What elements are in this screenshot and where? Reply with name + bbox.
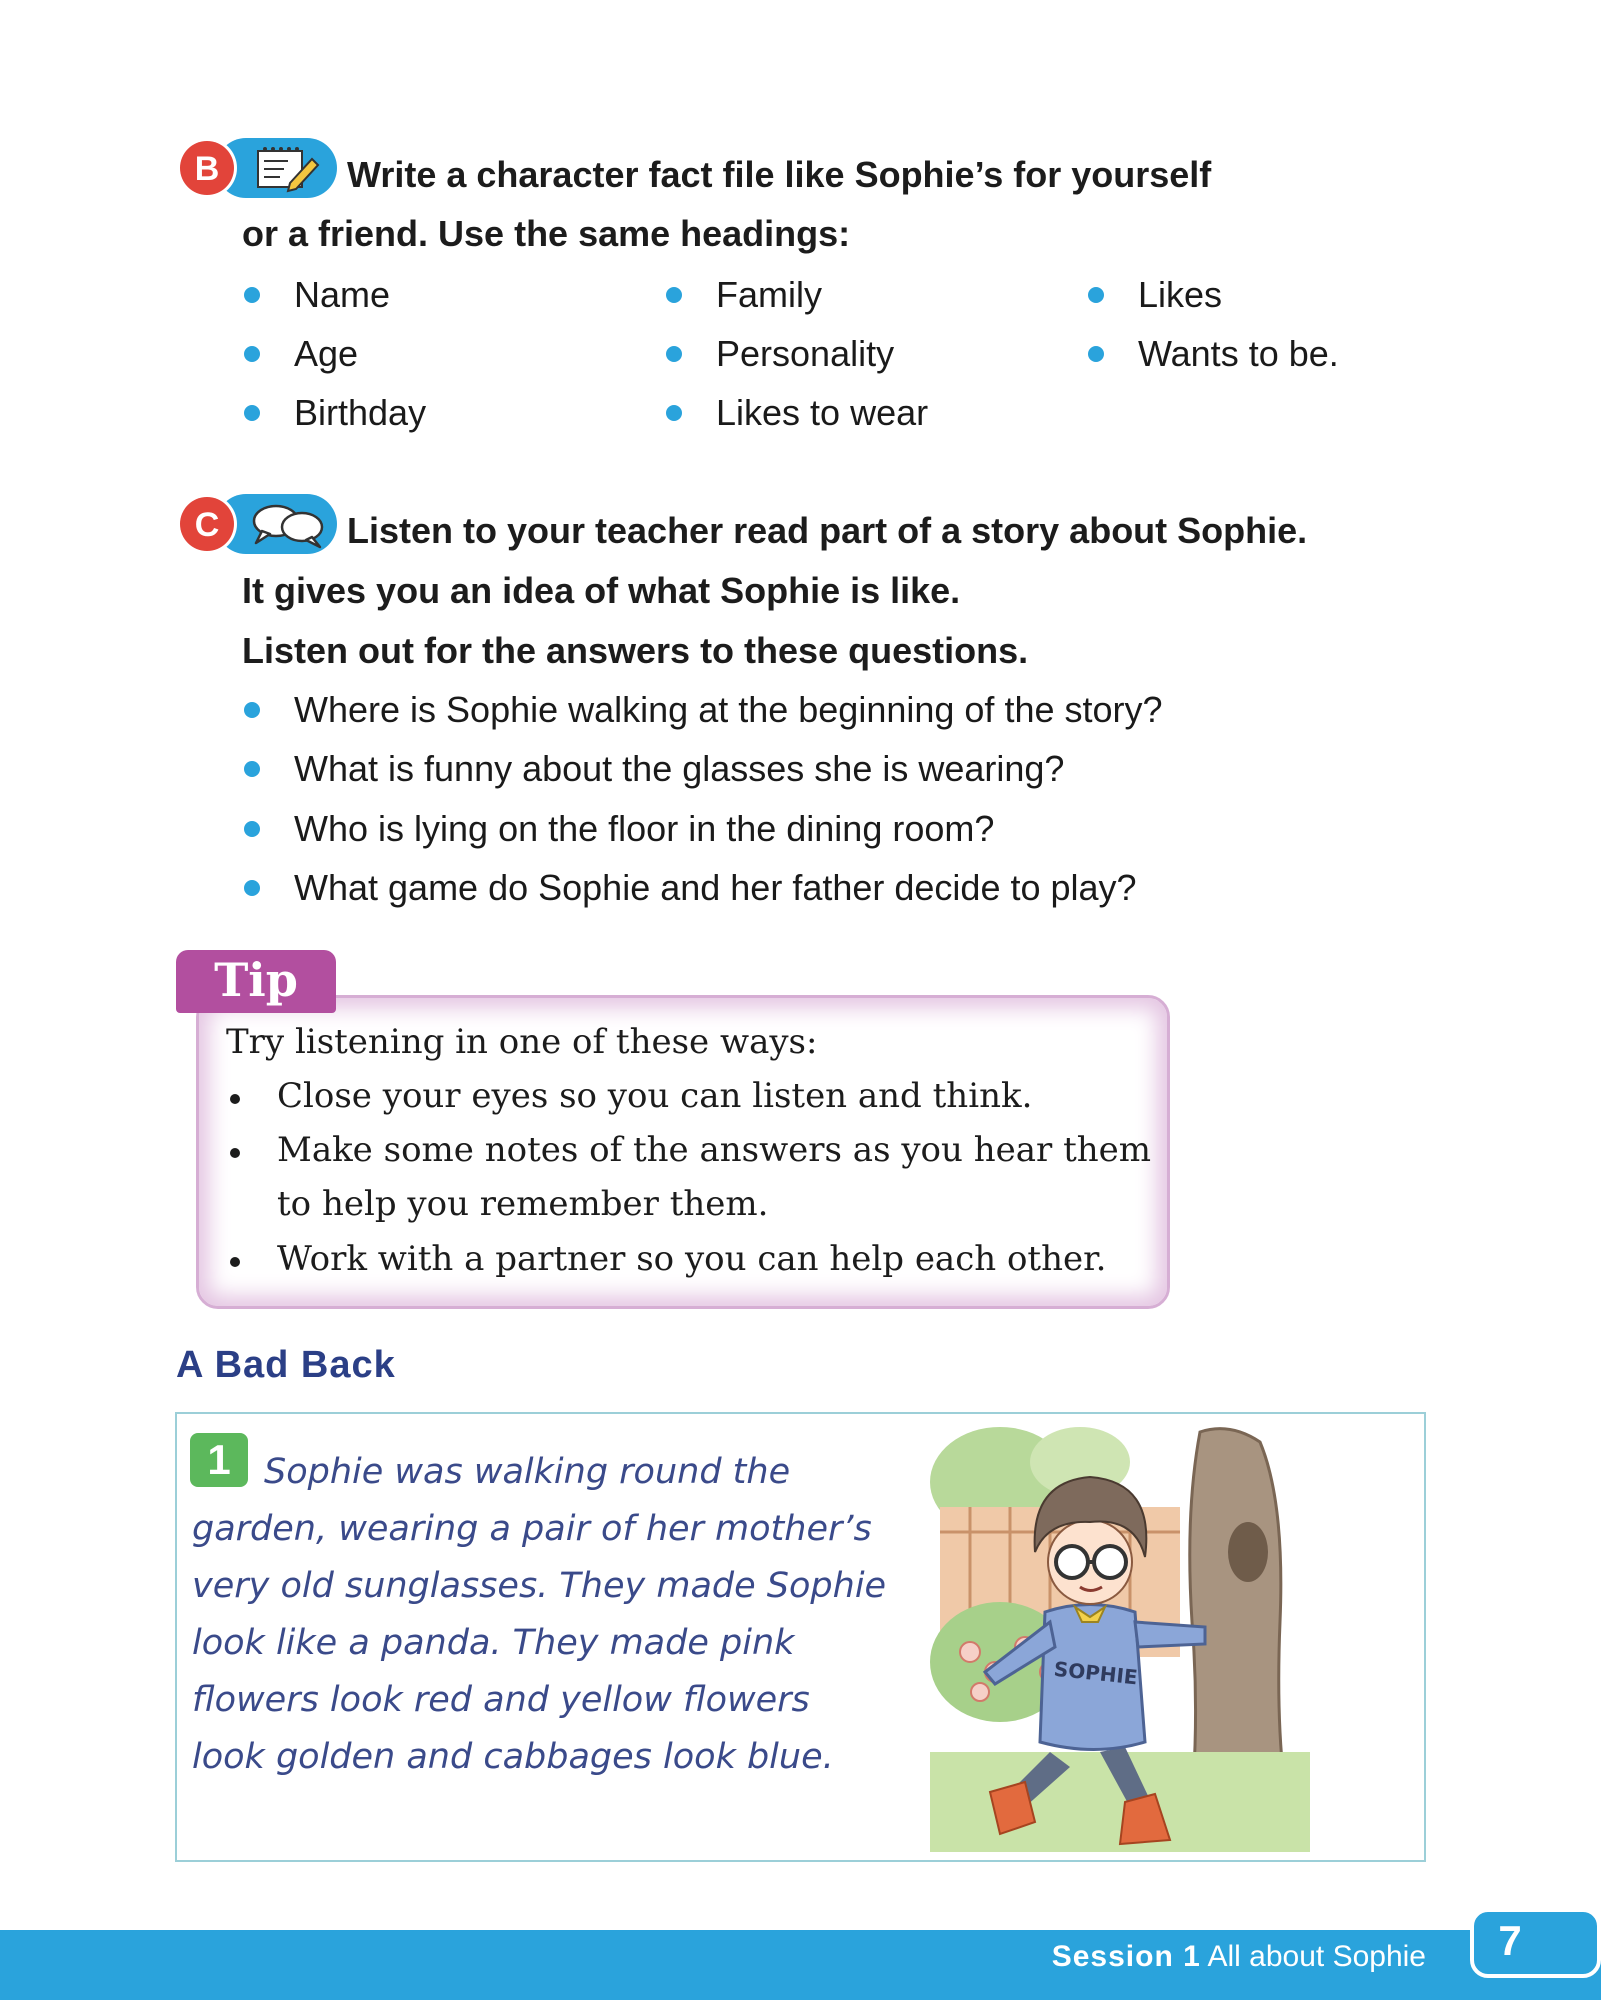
- bullet-icon: [666, 405, 682, 421]
- tip-item: Close your eyes so you can listen and think.: [277, 1076, 1033, 1116]
- story-title: A Bad Back: [176, 1344, 396, 1386]
- list-item: Likes: [1088, 265, 1339, 324]
- story-line: very old sunglasses. They made Sophie: [192, 1566, 887, 1606]
- list-item: What game do Sophie and her father decide to play?: [244, 859, 1163, 919]
- bullet-icon: [230, 1148, 240, 1158]
- list-item: What is funny about the glasses she is wearing?: [244, 740, 1163, 800]
- bullet-icon: [244, 405, 260, 421]
- list-item: Who is lying on the floor in the dining room?: [244, 799, 1163, 859]
- list-item: Family: [666, 265, 928, 324]
- tip-label: Tip: [176, 950, 336, 1013]
- bullet-icon: [244, 821, 260, 837]
- list-item: Wants to be.: [1088, 324, 1339, 383]
- task-b-instruction-line1: Write a character fact file like Sophie’s for yourself: [347, 154, 1212, 195]
- task-c-instruction-line2: It gives you an idea of what Sophie is like.: [242, 570, 961, 611]
- list-item: Personality: [666, 324, 928, 383]
- headings-column-2: [666, 265, 928, 442]
- sweater-text: SOPHIE: [1052, 1656, 1139, 1690]
- story-line: look golden and cabbages look blue.: [192, 1737, 834, 1777]
- task-b-instruction-line2: or a friend. Use the same headings:: [242, 213, 851, 254]
- page-number: 7: [1498, 1917, 1522, 1964]
- bullet-icon: [666, 287, 682, 303]
- story-line: flowers look red and yellow flowers: [192, 1680, 810, 1720]
- bullet-icon: [244, 702, 260, 718]
- sophie-illustration: [930, 1422, 1310, 1852]
- bullet-icon: [1088, 287, 1104, 303]
- bullet-icon: [230, 1094, 240, 1104]
- story-line: garden, wearing a pair of her mother’s: [192, 1509, 872, 1549]
- tip-intro: Try listening in one of these ways:: [226, 1022, 818, 1062]
- list-item: Age: [244, 324, 426, 383]
- bullet-icon: [244, 287, 260, 303]
- headings-column-3: [1088, 265, 1339, 383]
- bullet-icon: [666, 346, 682, 362]
- list-item: Name: [244, 265, 426, 324]
- tip-item-continuation: to help you remember them.: [277, 1184, 769, 1224]
- paragraph-number-badge: 1: [190, 1433, 248, 1487]
- list-item: Where is Sophie walking at the beginning of the story?: [244, 680, 1163, 740]
- tip-item: Make some notes of the answers as you hear them: [277, 1130, 1151, 1170]
- story-line: look like a panda. They made pink: [192, 1623, 795, 1663]
- task-c-instruction-line3: Listen out for the answers to these questions.: [242, 630, 1029, 671]
- task-b-badge: [176, 137, 338, 199]
- task-c-letter: C: [194, 506, 220, 544]
- bullet-icon: [244, 346, 260, 362]
- bullet-icon: [1088, 346, 1104, 362]
- tip-item: Work with a partner so you can help each other.: [277, 1239, 1107, 1279]
- session-label: Session 1: [1051, 1940, 1201, 1973]
- story-line: Sophie was walking round the: [264, 1452, 791, 1492]
- task-c-instruction-line1: Listen to your teacher read part of a story about Sophie.: [347, 510, 1308, 551]
- session-footer: [1052, 1932, 1426, 1982]
- list-item: Birthday: [244, 383, 426, 442]
- bullet-icon: [230, 1257, 240, 1267]
- session-title: All about Sophie: [1207, 1940, 1426, 1973]
- headings-column-1: [244, 265, 426, 442]
- questions-list: [244, 680, 1163, 918]
- task-b-letter: B: [194, 150, 220, 188]
- bullet-icon: [244, 880, 260, 896]
- list-item: Likes to wear: [666, 383, 928, 442]
- bullet-icon: [244, 761, 260, 777]
- task-c-badge: [176, 493, 338, 555]
